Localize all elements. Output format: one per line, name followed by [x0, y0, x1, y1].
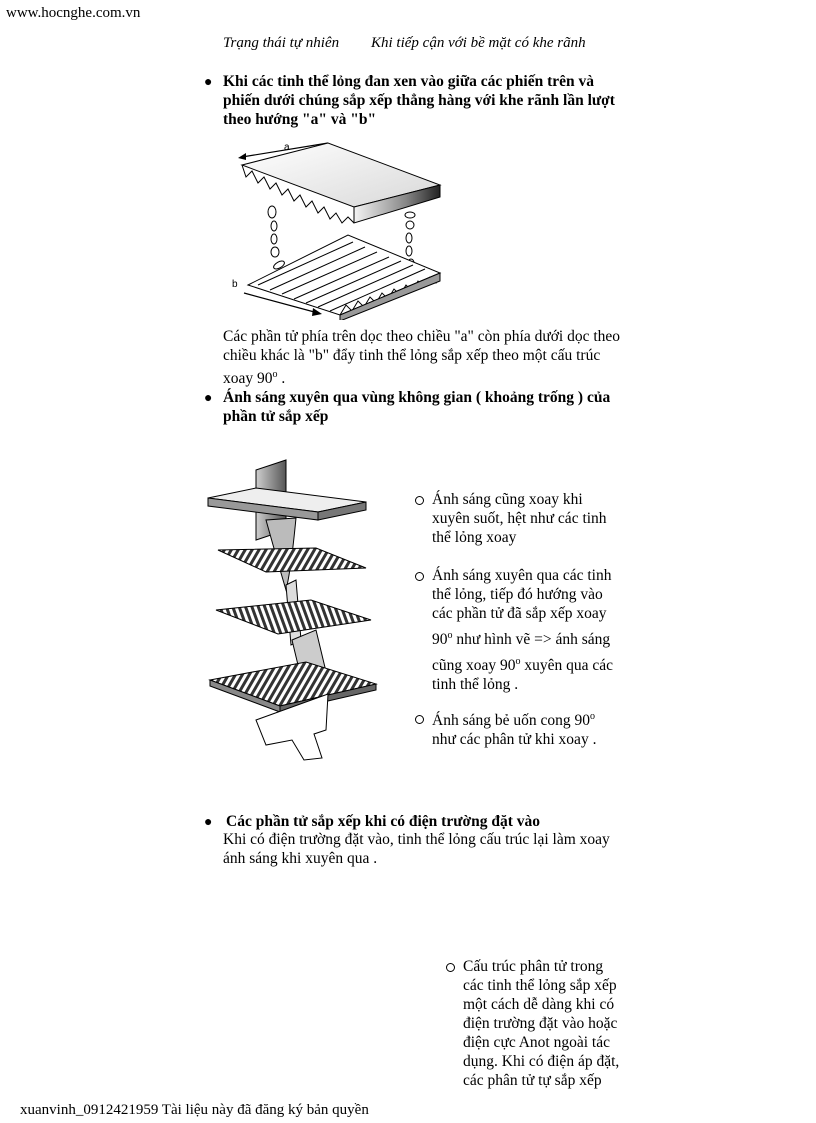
section1-heading: Khi các tinh thể lỏng đan xen vào giữa các phiến trên và phiến dưới chúng sắp xếp thẳng hàng với khe rãnh lần lượt theo hướng "a" và "b": [223, 73, 615, 128]
section3-paragraph: Khi có điện trường đặt vào, tinh thể lỏng cấu trúc lại làm xoay ánh sáng khi xuyên qua .: [223, 831, 610, 867]
section1-paragraph: Các phần tử phía trên dọc theo chiều "a" còn phía dưới dọc theo chiều khác là "b" đẩy tinh thể lỏng sắp xếp theo một cấu trúc xoay 90$^o$ .: [223, 328, 621, 388]
section3-item: Cấu trúc phân tử trong các tinh thể lỏng sắp xếp một cách dễ dàng khi có điện trường đặt vào hoặc điện cực Anot ngoài tác dụng. Khi có điện áp đặt, các phân tử tự sắp xếp: [463, 958, 620, 1089]
bullet-icon: ●: [204, 815, 213, 830]
caption-left: Trạng thái tự nhiên: [223, 35, 340, 51]
label-b: b: [232, 279, 238, 290]
caption-right: Khi tiếp cận với bề mặt có khe rãnh: [371, 35, 586, 51]
section2-item-3: Ánh sáng bẻ uốn cong 90$^o$ như các phân tử khi xoay .: [432, 711, 597, 749]
bullet-icon: ●: [204, 391, 213, 406]
circle-bullet-icon: [446, 963, 455, 972]
circle-bullet-icon: [415, 715, 424, 724]
section2-item-1: Ánh sáng cũng xoay khi xuyên suốt, hệt như các tinh thể lỏng xoay: [432, 491, 607, 546]
section2-item-2: Ánh sáng xuyên qua các tinh thể lỏng, tiếp đó hướng vào các phần tử đã sắp xếp xoay 90$^o$ như hình vẽ => ánh sáng cũng xoay 90$^o$ xuyên qua các tinh thể lỏng .: [432, 567, 614, 694]
circle-bullet-icon: [415, 572, 424, 581]
circle-bullet-icon: [415, 496, 424, 505]
label-a: a: [284, 142, 290, 153]
figure-grooved-plates: [228, 135, 448, 320]
section3-heading: Các phần tử sắp xếp khi có điện trường đặt vào: [226, 813, 540, 830]
footer-copyright: xuanvinh_0912421959 Tài liệu này đã đăng ký bản quyền: [20, 1102, 369, 1118]
figure-light-rotation: [196, 440, 396, 770]
section2-heading: Ánh sáng xuyên qua vùng không gian ( khoảng trống ) của phần tử sắp xếp: [223, 389, 611, 425]
site-url: www.hocnghe.com.vn: [6, 5, 141, 21]
bullet-icon: ●: [204, 75, 213, 90]
